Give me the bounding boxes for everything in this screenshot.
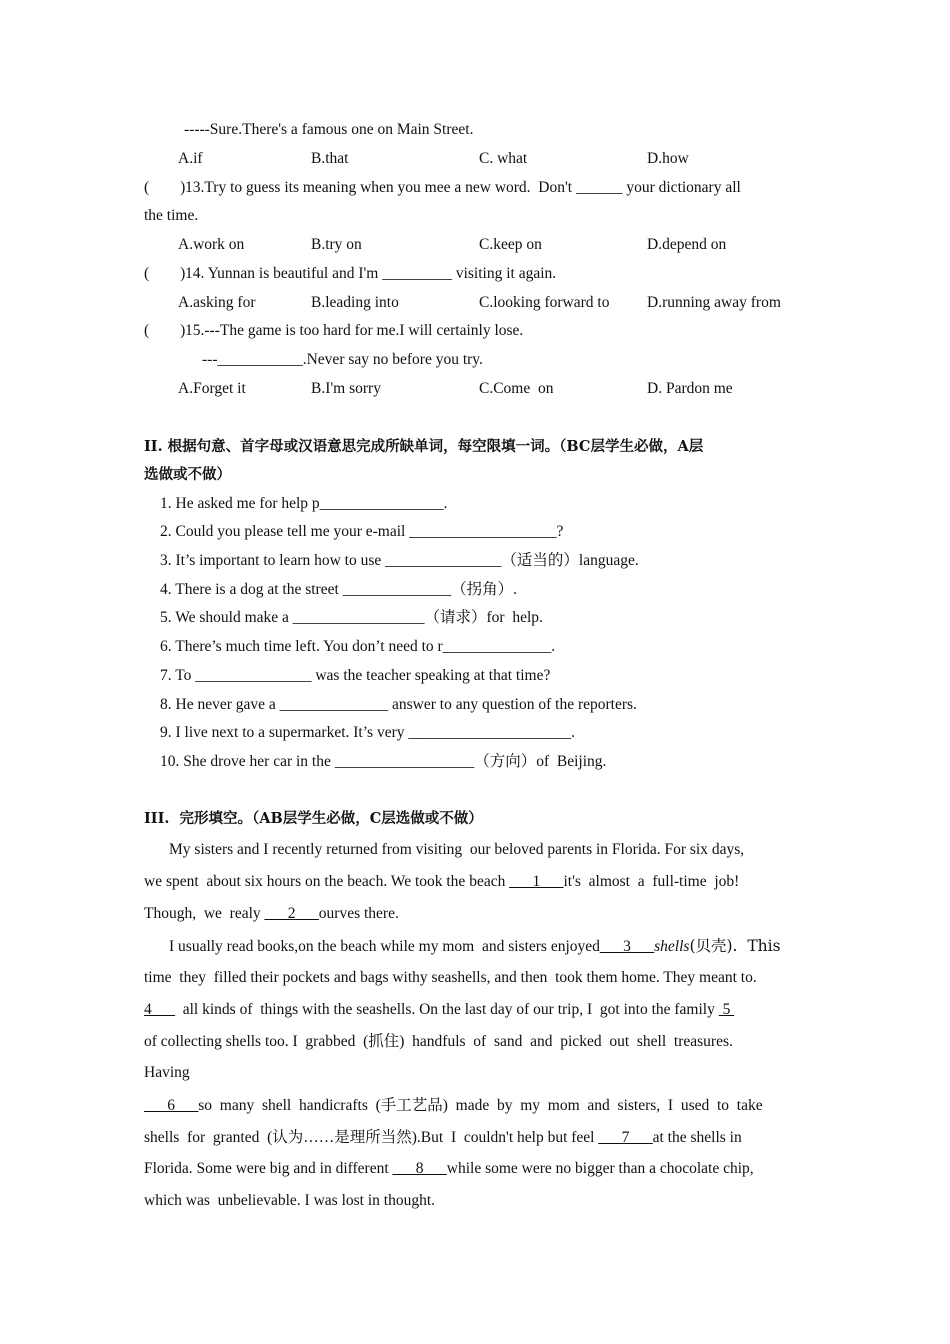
cloze-blank-5[interactable]: 5 [718,1001,735,1018]
q12-option-c: C. what [479,150,528,167]
cloze-p2-line5: Having [144,1064,190,1081]
q13-option-c: C.keep on [479,236,542,253]
q12-option-d: D.how [647,150,689,167]
q15-bracket: ( ) [144,322,186,339]
cloze-p2-line6: ___6___so many shell handicrafts (手工艺品) made by my mom and sisters, I used to take [144,1097,763,1114]
cloze-blank-3[interactable]: ___3___ [599,938,655,955]
q14-option-d: D.running away from [647,294,781,311]
q12-option-a: A.if [178,150,203,167]
q15-option-c: C.Come on [479,380,554,397]
q14-bracket: ( ) [144,265,186,282]
cloze-p1-line1: My sisters and I recently returned from visiting our beloved parents in Florida. For six days, [169,841,745,858]
fill-item-5: 5. We should make a _________________（请求）for help. [160,609,543,626]
q13-option-d: D.depend on [647,236,727,253]
section2-title-cont: 选做或不做） [144,466,231,483]
cloze-p2-line1: I usually read books,on the beach while my mom and sisters enjoyed___3___shells(贝壳). This [169,937,781,955]
fill-item-2: 2. Could you please tell me your e-mail ___________________? [160,523,564,540]
fill-item-10: 10. She drove her car in the __________________（方向）of Beijing. [160,753,607,770]
q14-stem: 14. Yunnan is beautiful and I'm _________ visiting it again. [185,265,557,282]
q14-option-c: C.looking forward to [479,294,610,311]
cloze-blank-4[interactable]: 4___ [144,1001,175,1018]
cloze-blank-1[interactable]: ___1___ [509,873,564,890]
fill-item-6: 6. There’s much time left. You don’t need to r______________. [160,638,556,655]
q13-option-b: B.try on [311,236,362,253]
cloze-p1-line2: we spent about six hours on the beach. We took the beach ___1___it's almost a full-time job! [144,873,740,890]
fill-item-8: 8. He never gave a ______________ answer to any question of the reporters. [160,696,637,713]
q14-option-a: A.asking for [178,294,256,311]
q15-option-b: B.I'm sorry [311,380,381,397]
cloze-p1-line3: Though, we realy ___2___ourves there. [144,905,399,922]
cloze-blank-6[interactable]: ___6___ [144,1097,199,1114]
cloze-blank-7[interactable]: ___7___ [598,1129,653,1146]
cloze-p2-line3: 4___ all kinds of things with the seashells. On the last day of our trip, I got into the family 5 [144,1001,735,1018]
q13-stem-cont: the time. [144,207,199,224]
fill-item-3: 3. It’s important to learn how to use _______________（适当的）language. [160,552,639,569]
q13-bracket: ( ) [144,179,186,196]
cloze-p2-line2: time they filled their pockets and bags withy seashells, and then took them home. They meant to. [144,969,757,986]
q14-option-b: B.leading into [311,294,399,311]
q12-option-b: B.that [311,150,349,167]
q15-stem: 15.---The game is too hard for me.I will certainly lose. [185,322,524,339]
cloze-p2-line9: which was unbelievable. I was lost in thought. [144,1192,436,1209]
q13-option-a: A.work on [178,236,245,253]
q13-stem: 13.Try to guess its meaning when you mee a new word. Don't ______ your dictionary all [185,179,741,196]
fill-item-7: 7. To _______________ was the teacher speaking at that time? [160,667,551,684]
section2-title: II. 根据句意、首字母或汉语意思完成所缺单词，每空限填一词。（BC层学生必做，A层 [144,438,704,455]
fill-item-1: 1. He asked me for help p________________. [160,495,448,512]
cloze-p2-line7: shells for granted (认为……是理所当然).But I couldn't help but feel ___7___at the shells in [144,1129,742,1146]
q12-answer-line: -----Sure.There's a famous one on Main Street. [184,121,474,138]
cloze-p2-line4: of collecting shells too. I grabbed (抓住) handfuls of sand and picked out shell treasures. [144,1033,733,1050]
fill-item-9: 9. I live next to a supermarket. It’s very _____________________. [160,724,575,741]
cloze-blank-2[interactable]: ___2___ [264,905,319,922]
q15-answer-line: ---___________.Never say no before you try. [202,351,483,368]
section3-title: III. 完形填空。（AB层学生必做，C层选做或不做） [144,810,483,827]
cloze-p2-line8: Florida. Some were big and in different ___8___while some were no bigger than a chocolate chip, [144,1160,754,1177]
fill-item-4: 4. There is a dog at the street ______________（拐角）. [160,581,518,598]
q15-option-a: A.Forget it [178,380,246,397]
cloze-blank-8[interactable]: ___8___ [392,1160,447,1177]
q15-option-d: D. Pardon me [647,380,733,397]
